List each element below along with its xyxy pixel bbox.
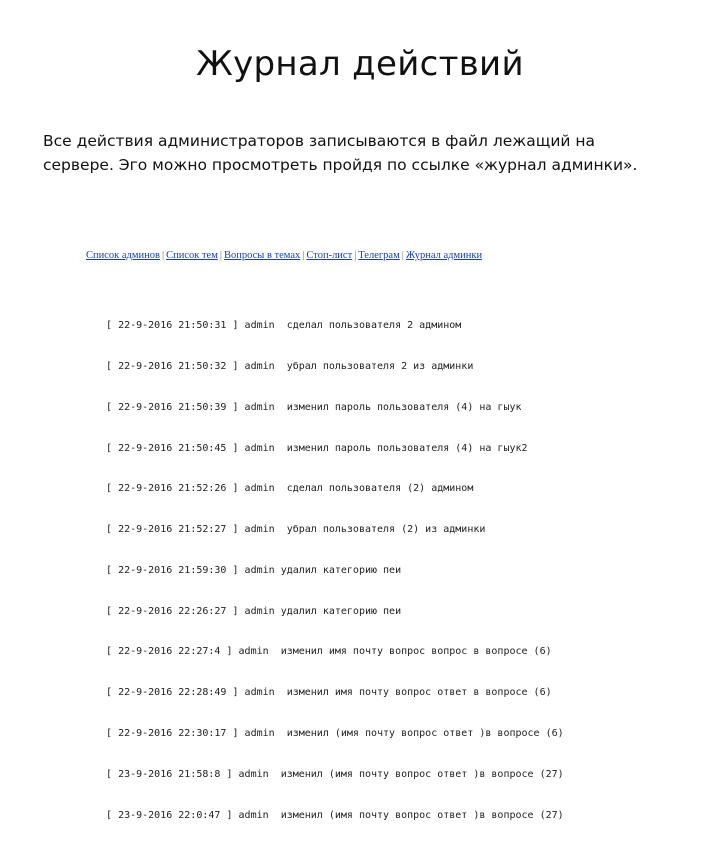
nav-link-stop-list[interactable]: Стоп-лист: [306, 250, 353, 261]
log-date: 22-9-2016: [118, 687, 173, 699]
log-date: 23-9-2016: [118, 809, 173, 821]
log-bracket-open: [: [106, 442, 113, 454]
log-bracket-close: ]: [232, 687, 239, 699]
log-user: admin: [238, 646, 269, 658]
log-row: [106, 360, 564, 374]
log-user: admin: [244, 320, 275, 332]
log-row: [106, 727, 564, 741]
cutoff-fade: [86, 454, 606, 462]
log-date: 22-9-2016: [118, 564, 173, 576]
log-user: admin: [244, 483, 275, 495]
log-date: 22-9-2016: [118, 524, 173, 536]
nav-separator: |: [161, 250, 165, 261]
log-user: admin: [238, 809, 269, 821]
log-date: 22-9-2016: [118, 605, 173, 617]
log-bracket-open: [: [106, 728, 113, 739]
log-bracket-open: [: [106, 687, 113, 699]
log-row: [106, 809, 564, 823]
nav-link-telegram[interactable]: Телеграм: [358, 250, 400, 261]
log-bracket-open: [: [106, 320, 113, 332]
log-row: [106, 523, 564, 537]
log-time: 21:50:32: [178, 360, 227, 372]
log-bracket-open: [: [106, 524, 113, 536]
log-bracket-close: ]: [232, 605, 239, 617]
nav-separator: |: [302, 250, 305, 261]
log-date: 22-9-2016: [118, 646, 173, 658]
log-user: admin: [244, 401, 275, 413]
log-row: [106, 401, 564, 415]
log-row: [106, 564, 564, 578]
log-action: сделал пользователя 2 админом: [286, 320, 462, 332]
log-bracket-close: ]: [226, 646, 233, 658]
log-time: 21:50:45: [178, 442, 227, 454]
log-row: [106, 482, 564, 496]
log-action: изменил пароль пользователя (4) на гыук: [286, 401, 522, 413]
log-bracket-close: ]: [226, 768, 233, 780]
log-action: изменил имя почту вопрос вопрос в вопросе (6): [280, 646, 552, 658]
log-date: 23-9-2016: [118, 768, 173, 780]
log-user: admin: [244, 524, 275, 536]
log-action: удалил категорию пеи: [280, 564, 402, 576]
log-time: 22:26:27: [178, 605, 227, 617]
log-action: изменил пароль пользователя (4) на гыук2: [286, 442, 528, 454]
body-line-2: сервере. Эго можно просмотреть пройдя по ссылке «журнал админки».: [43, 156, 638, 174]
admin-panel-screenshot: [86, 250, 606, 821]
log-bracket-open: [: [106, 564, 113, 576]
log-date: 22-9-2016: [118, 320, 173, 332]
log-user: admin: [244, 728, 275, 739]
log-date: 22-9-2016: [118, 728, 173, 739]
nav-separator: |: [401, 250, 404, 261]
log-action: сделал пользователя (2) админом: [286, 483, 474, 495]
log-bracket-open: [: [106, 605, 113, 617]
log-bracket-open: [: [106, 360, 113, 372]
log-time: 21:50:31: [178, 320, 227, 332]
log-bracket-close: ]: [232, 442, 239, 454]
log-bracket-open: [: [106, 768, 113, 780]
log-time: 22:0:47: [178, 809, 221, 821]
log-action: удалил категорию пеи: [280, 605, 402, 617]
log-bracket-open: [: [106, 401, 113, 413]
log-action: изменил (имя почту вопрос ответ )в вопросе (27): [280, 809, 564, 821]
nav-link-topic-list[interactable]: Список тем: [166, 250, 218, 261]
log-bracket-close: ]: [232, 360, 239, 372]
log-row: [106, 686, 564, 700]
nav-link-topic-questions[interactable]: Вопросы в темах: [223, 250, 301, 261]
log-action: изменил (имя почту вопрос ответ )в вопросе (27): [280, 768, 564, 780]
log-bracket-open: [: [106, 646, 113, 658]
log-date: 22-9-2016: [118, 483, 173, 495]
log-time: 21:52:27: [178, 524, 227, 536]
admin-log: [106, 292, 564, 849]
log-bracket-close: ]: [232, 483, 239, 495]
log-bracket-open: [: [106, 483, 113, 495]
log-time: 21:52:26: [178, 483, 227, 495]
nav-separator: |: [219, 250, 222, 261]
log-date: 22-9-2016: [118, 360, 173, 372]
log-time: 22:30:17: [178, 728, 227, 739]
slide-body: [43, 129, 693, 177]
log-bracket-close: ]: [232, 320, 239, 332]
log-user: admin: [244, 442, 275, 454]
log-date: 22-9-2016: [118, 442, 173, 454]
log-bracket-close: ]: [226, 809, 233, 821]
log-bracket-close: ]: [232, 401, 239, 413]
log-row: [106, 768, 564, 782]
log-user: admin: [244, 687, 275, 699]
log-action: изменил (имя почту вопрос ответ )в вопросе (6): [286, 728, 564, 739]
log-user: admin: [238, 768, 269, 780]
body-line-1: Все действия администраторов записываются в файл лежащий на: [43, 132, 596, 150]
log-user: admin: [244, 564, 275, 576]
log-time: 22:27:4: [178, 646, 221, 658]
log-date: 22-9-2016: [118, 401, 173, 413]
log-row: [106, 605, 564, 619]
log-bracket-close: ]: [232, 728, 239, 739]
log-time: 22:28:49: [178, 687, 227, 699]
nav-link-admin-log[interactable]: Журнал админки: [405, 250, 483, 261]
log-bracket-close: ]: [232, 524, 239, 536]
log-bracket-close: ]: [232, 564, 239, 576]
nav-link-admin-list[interactable]: Список админов: [86, 250, 160, 261]
log-time: 21:50:39: [178, 401, 227, 413]
log-row: [106, 319, 564, 333]
admin-nav-bar: [86, 250, 482, 261]
nav-separator: |: [354, 250, 357, 261]
log-time: 21:58:8: [178, 768, 221, 780]
log-user: admin: [244, 360, 275, 372]
log-time: 21:59:30: [178, 564, 227, 576]
log-bracket-open: [: [106, 809, 113, 821]
log-row: [106, 645, 564, 659]
slide-title: Журнал действий: [196, 44, 524, 84]
log-user: admin: [244, 605, 275, 617]
log-action: изменил имя почту вопрос ответ в вопросе (6): [286, 687, 552, 699]
log-action: убрал пользователя 2 из админки: [286, 360, 474, 372]
log-action: убрал пользователя (2) из админки: [286, 524, 486, 536]
